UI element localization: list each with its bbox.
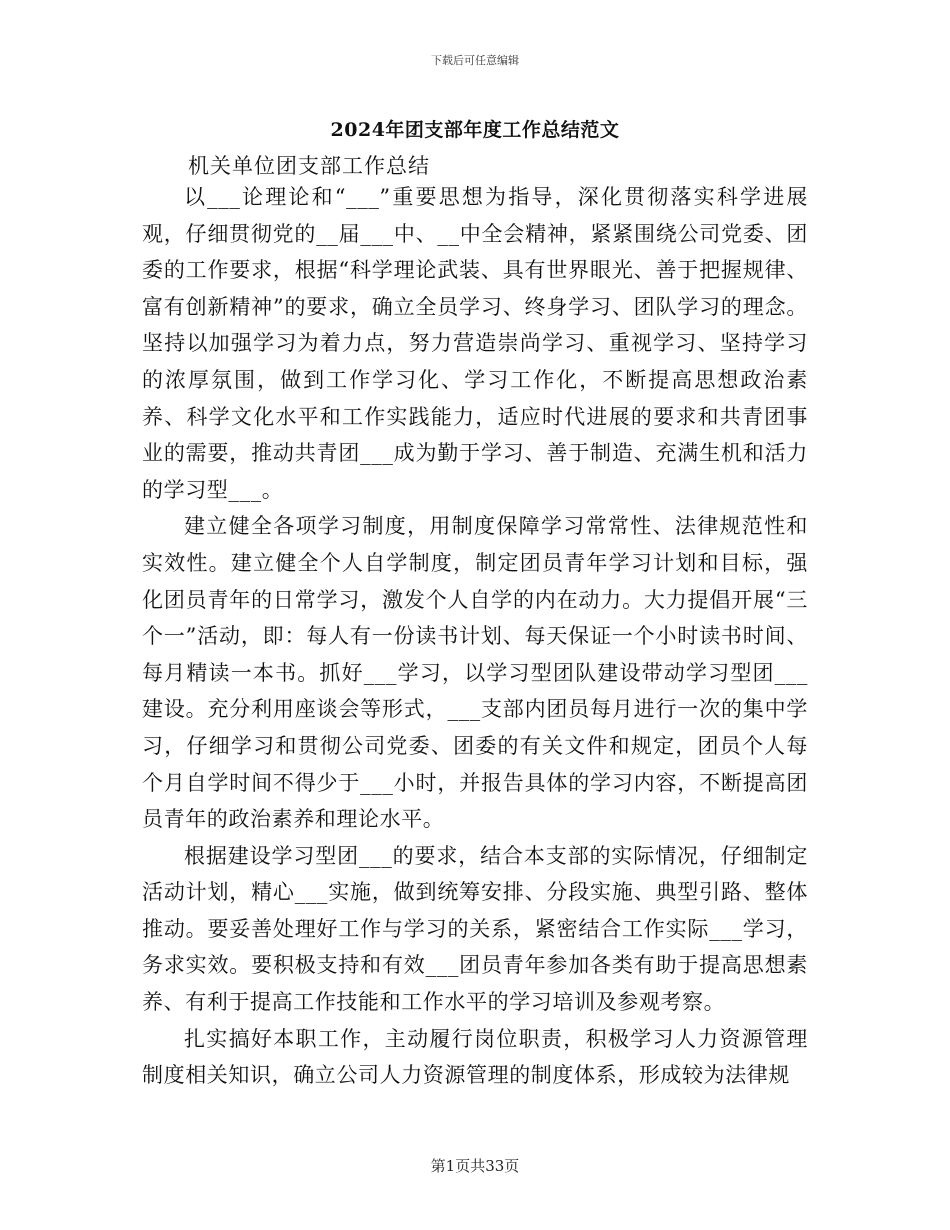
document-title: 2024年团支部年度工作总结范文 xyxy=(330,119,620,141)
paragraph: 以___论理论和“___”重要思想为指导，深化贯彻落实科学进展观，仔细贯彻党的__届___中、__中全会精神，紧紧围绕公司党委、团委的工作要求，根据“科学理论武装、具有世界眼光、善于把握规律、富有创新精神”的要求，确立全员学习、终身学习、团队学习的理念。坚持以加强学习为着力点，努力营造崇尚学习、重视学习、坚持学习的浓厚氛围，做到工作学习化、学习工作化，不断提高思想政治素养、科学文化水平和工作实践能力，适应时代进展的要求和共青团事业的需要，推动共青团___成为勤于学习、善于制造、充满生机和活力的学习型___。 xyxy=(142,185,808,502)
paragraph: 扎实搞好本职工作，主动履行岗位职责，积极学习人力资源管理制度相关知识，确立公司人力资源管理的制度体系，形成较为法律规 xyxy=(142,1026,808,1088)
document-body xyxy=(142,179,808,1094)
paragraph: 根据建设学习型团___的要求，结合本支部的实际情况，仔细制定活动计划，精心___实施，做到统筹安排、分段实施、典型引路、整体推动。要妥善处理好工作与学习的关系，紧密结合工作实际___学习，务求实效。要积极支持和有效___团员青年参加各类有助于提高思想素养、有利于提高工作技能和工作水平的学习培训及参观考察。 xyxy=(142,843,808,1015)
page-number-footer: 第1页共33页 xyxy=(430,1157,520,1175)
paragraph: 建立健全各项学习制度，用制度保障学习常常性、法律规范性和实效性。建立健全个人自学制度，制定团员青年学习计划和目标，强化团员青年的日常学习，激发个人自学的内在动力。大力提倡开展“三个一”活动，即：每人有一份读书计划、每天保证一个小时读书时间、每月精读一本书。抓好___学习，以学习型团队建设带动学习型团___建设。充分利用座谈会等形式，___支部内团员每月进行一次的集中学习，仔细学习和贯彻公司党委、团委的有关文件和规定，团员个人每个月自学时间不得少于___小时，并报告具体的学习内容，不断提高团员青年的政治素养和理论水平。 xyxy=(142,514,808,832)
page-header-note: 下载后可任意编辑 xyxy=(431,54,519,67)
document-subheading: 机关单位团支部工作总结 xyxy=(188,154,430,178)
